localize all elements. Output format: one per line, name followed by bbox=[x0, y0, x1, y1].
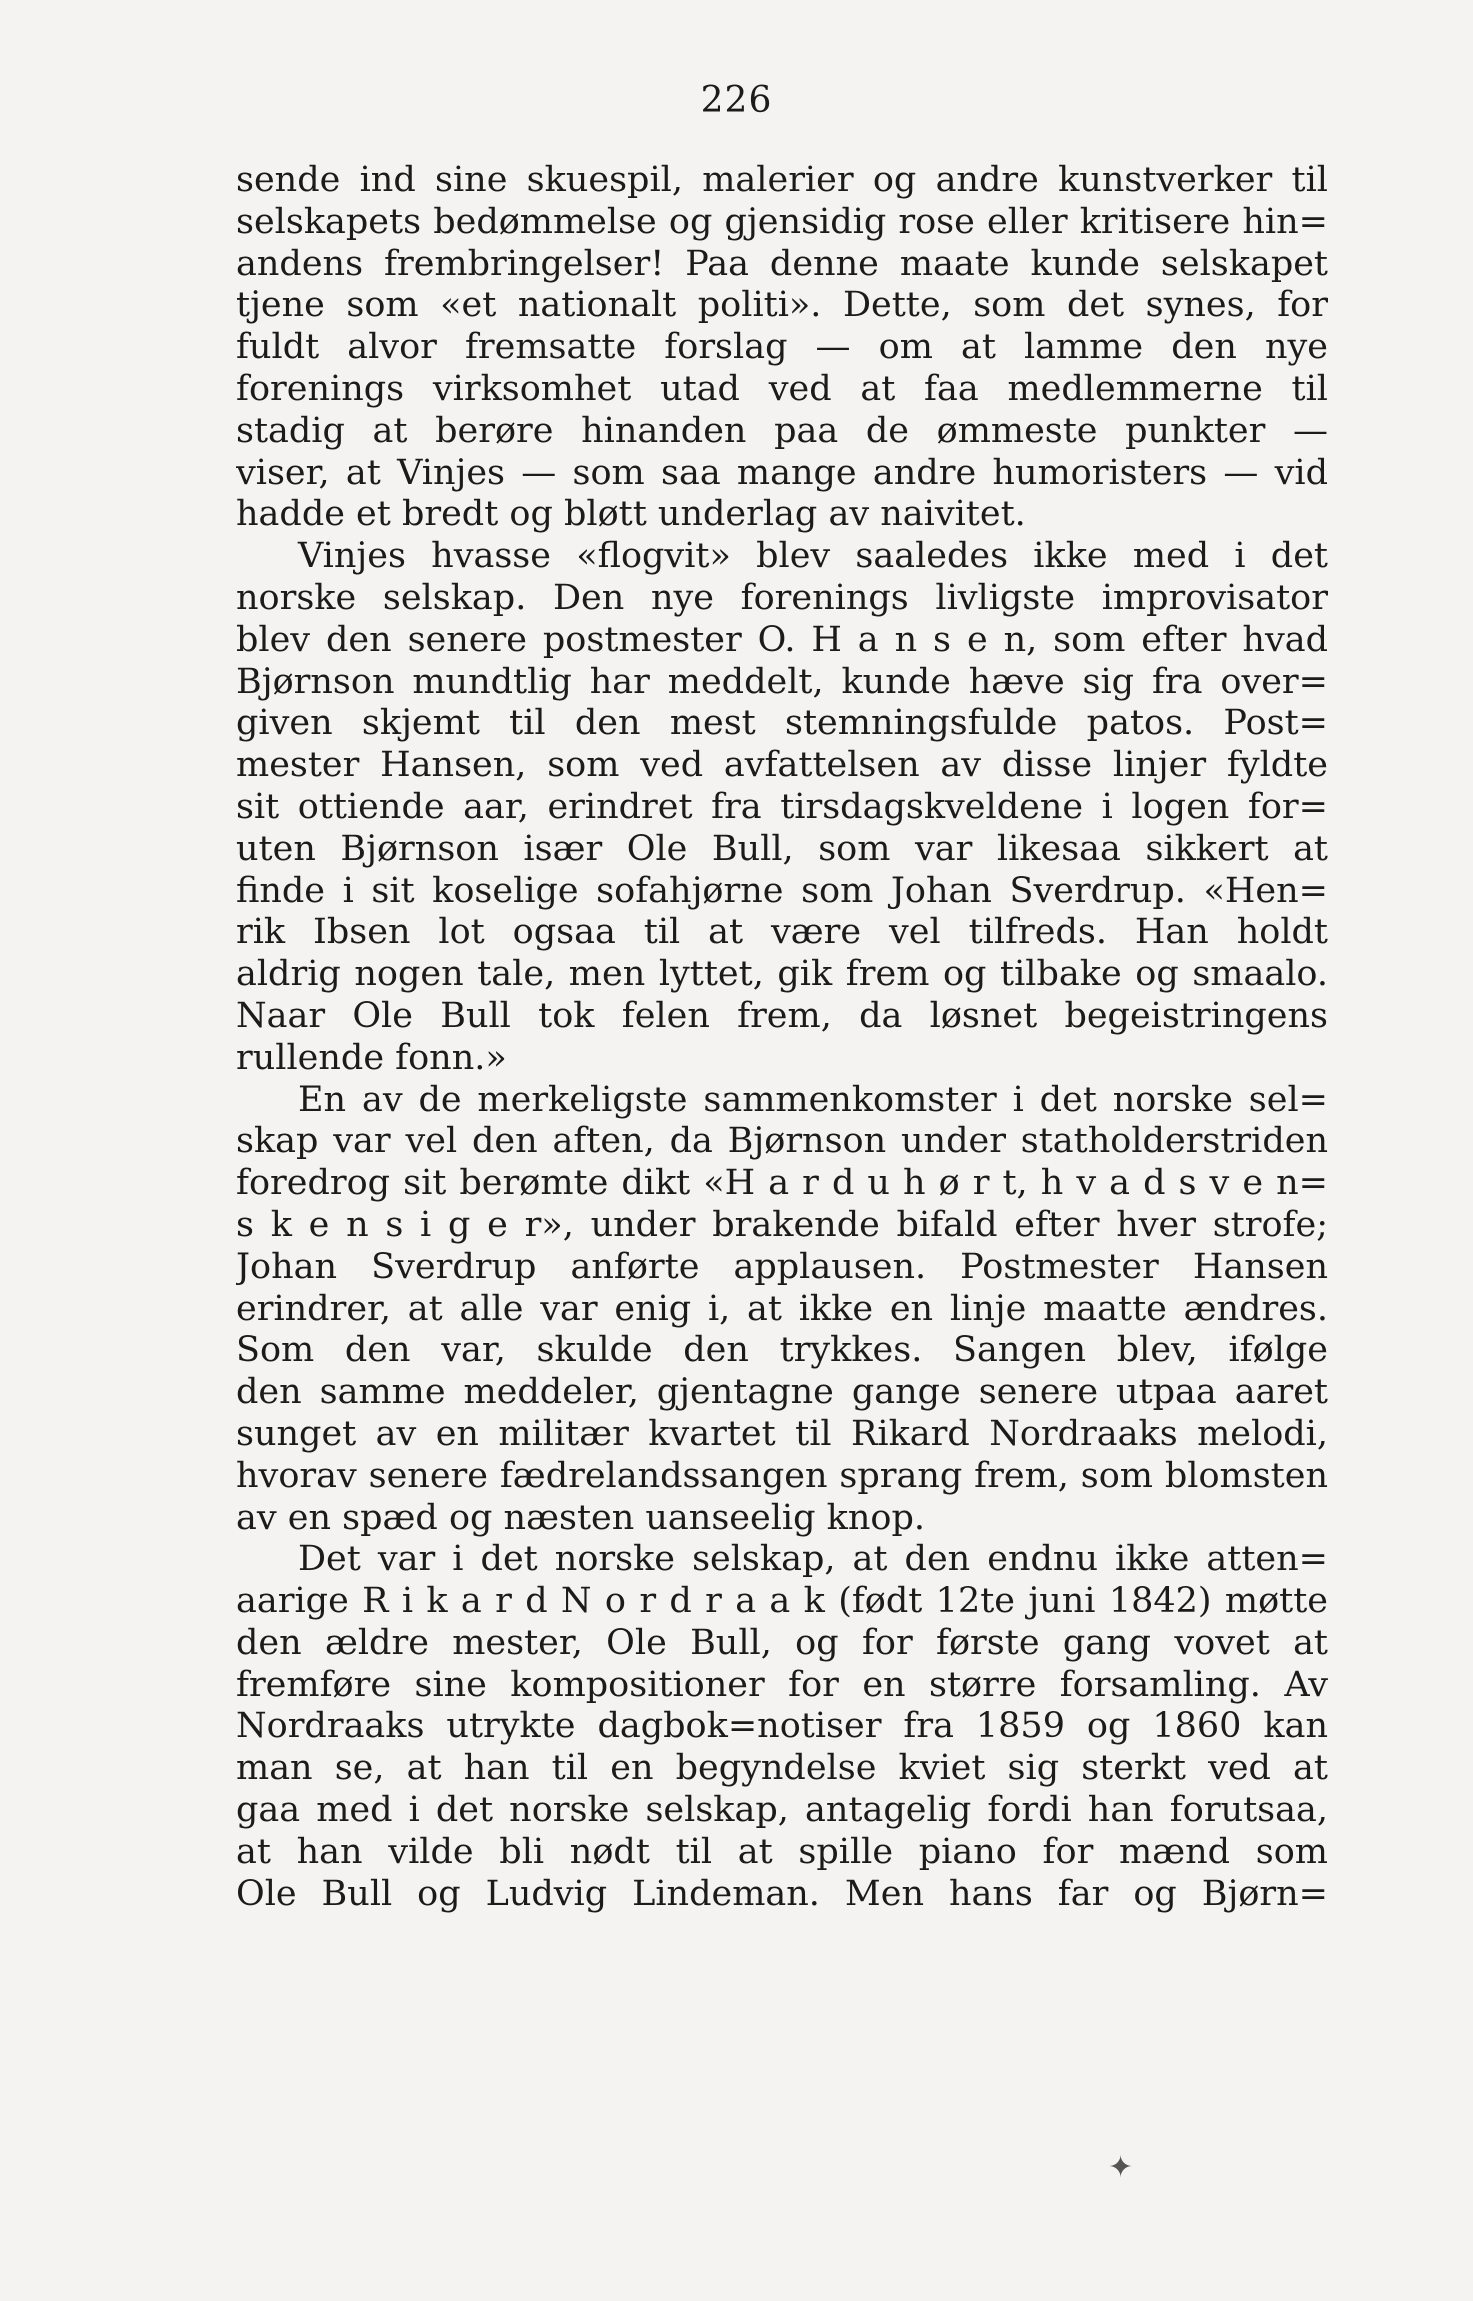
text-line: sunget av en militær kvartet til Rikard Nordraaks melodi, bbox=[236, 1413, 1328, 1454]
text-line: erindrer, at alle var enig i, at ikke en linje maatte ændres. bbox=[236, 1288, 1328, 1329]
text-line: sit ottiende aar, erindret fra tirsdagskveldene i logen for= bbox=[236, 786, 1328, 827]
page-number: 226 bbox=[700, 80, 773, 121]
text-line: gaa med i det norske selskap, antagelig fordi han forutsaa, bbox=[236, 1790, 1328, 1831]
text-line: given skjemt til den mest stemningsfulde patos. Post= bbox=[236, 703, 1328, 744]
text-line: norske selskap. Den nye forenings livligste improvisator bbox=[236, 577, 1328, 618]
ink-speck-icon: ✦ bbox=[1108, 2150, 1134, 2185]
text-line: Naar Ole Bull tok felen frem, da løsnet begeistringens bbox=[236, 995, 1328, 1036]
text-line: forenings virksomhet utad ved at faa medlemmerne til bbox=[236, 368, 1328, 409]
text-line: Johan Sverdrup anførte applausen. Postmester Hansen bbox=[236, 1246, 1328, 1287]
text-line: rik Ibsen lot ogsaa til at være vel tilfreds. Han holdt bbox=[236, 912, 1328, 953]
text-line: Bjørnson mundtlig har meddelt, kunde hæve sig fra over= bbox=[236, 661, 1328, 702]
paragraph-start-line: Vinjes hvasse «flogvit» blev saaledes ikke med i det bbox=[298, 536, 1328, 577]
text-line: stadig at berøre hinanden paa de ømmeste punkter — bbox=[236, 410, 1328, 451]
text-line: mester Hansen, som ved avfattelsen av disse linjer fyldte bbox=[236, 745, 1328, 786]
text-line: hvorav senere fædrelandssangen sprang frem, som blomsten bbox=[236, 1455, 1328, 1496]
text-line: sende ind sine skuespil, malerier og andre kunstverker til bbox=[236, 160, 1328, 200]
text-line: s k e n s i g e r», under brakende bifald efter hver strofe; bbox=[236, 1204, 1328, 1245]
text-line: fuldt alvor fremsatte forslag — om at lamme den nye bbox=[236, 327, 1328, 368]
paragraph-start-line: Det var i det norske selskap, at den endnu ikke atten= bbox=[298, 1539, 1328, 1580]
text-line: at han vilde bli nødt til at spille piano for mænd som bbox=[236, 1831, 1328, 1872]
text-line: den samme meddeler, gjentagne gange senere utpaa aaret bbox=[236, 1372, 1328, 1413]
text-line: man se, at han til en begyndelse kviet sig sterkt ved at bbox=[236, 1748, 1328, 1789]
text-line: viser, at Vinjes — som saa mange andre humoristers — vid bbox=[236, 452, 1328, 493]
paragraph-start-line: En av de merkeligste sammenkomster i det norske sel= bbox=[298, 1079, 1328, 1120]
text-line: Nordraaks utrykte dagbok=notiser fra 1859 og 1860 kan bbox=[236, 1706, 1328, 1747]
text-line: aarige R i k a r d N o r d r a a k (født 12te juni 1842) møtte bbox=[236, 1581, 1328, 1622]
text-line: finde i sit koselige sofahjørne som Johan Sverdrup. «Hen= bbox=[236, 870, 1328, 911]
text-line: av en spæd og næsten uanseelig knop. bbox=[236, 1497, 925, 1538]
text-line: uten Bjørnson især Ole Bull, som var likesaa sikkert at bbox=[236, 828, 1328, 869]
text-line: tjene som «et nationalt politi». Dette, som det synes, for bbox=[236, 285, 1328, 326]
text-line: hadde et bredt og bløtt underlag av naivitet. bbox=[236, 494, 1026, 535]
text-line: rullende fonn.» bbox=[236, 1037, 507, 1078]
text-line: Ole Bull og Ludvig Lindeman. Men hans far og Bjørn= bbox=[236, 1873, 1328, 1914]
text-line: blev den senere postmester O. H a n s e n, som efter hvad bbox=[236, 619, 1328, 660]
text-line: Som den var, skulde den trykkes. Sangen blev, ifølge bbox=[236, 1330, 1328, 1371]
body-text bbox=[236, 160, 1328, 1915]
text-line: skap var vel den aften, da Bjørnson under statholderstriden bbox=[236, 1121, 1328, 1162]
text-line: aldrig nogen tale, men lyttet, gik frem og tilbake og smaalo. bbox=[236, 954, 1328, 995]
text-line: fremføre sine kompositioner for en større forsamling. Av bbox=[236, 1664, 1328, 1705]
text-line: selskapets bedømmelse og gjensidig rose eller kritisere hin= bbox=[236, 201, 1328, 242]
text-line: foredrog sit berømte dikt «H a r d u h ø r t, h v a d s v e n= bbox=[236, 1163, 1328, 1204]
text-line: den ældre mester, Ole Bull, og for første gang vovet at bbox=[236, 1622, 1328, 1663]
text-line: andens frembringelser! Paa denne maate kunde selskapet bbox=[236, 243, 1328, 284]
